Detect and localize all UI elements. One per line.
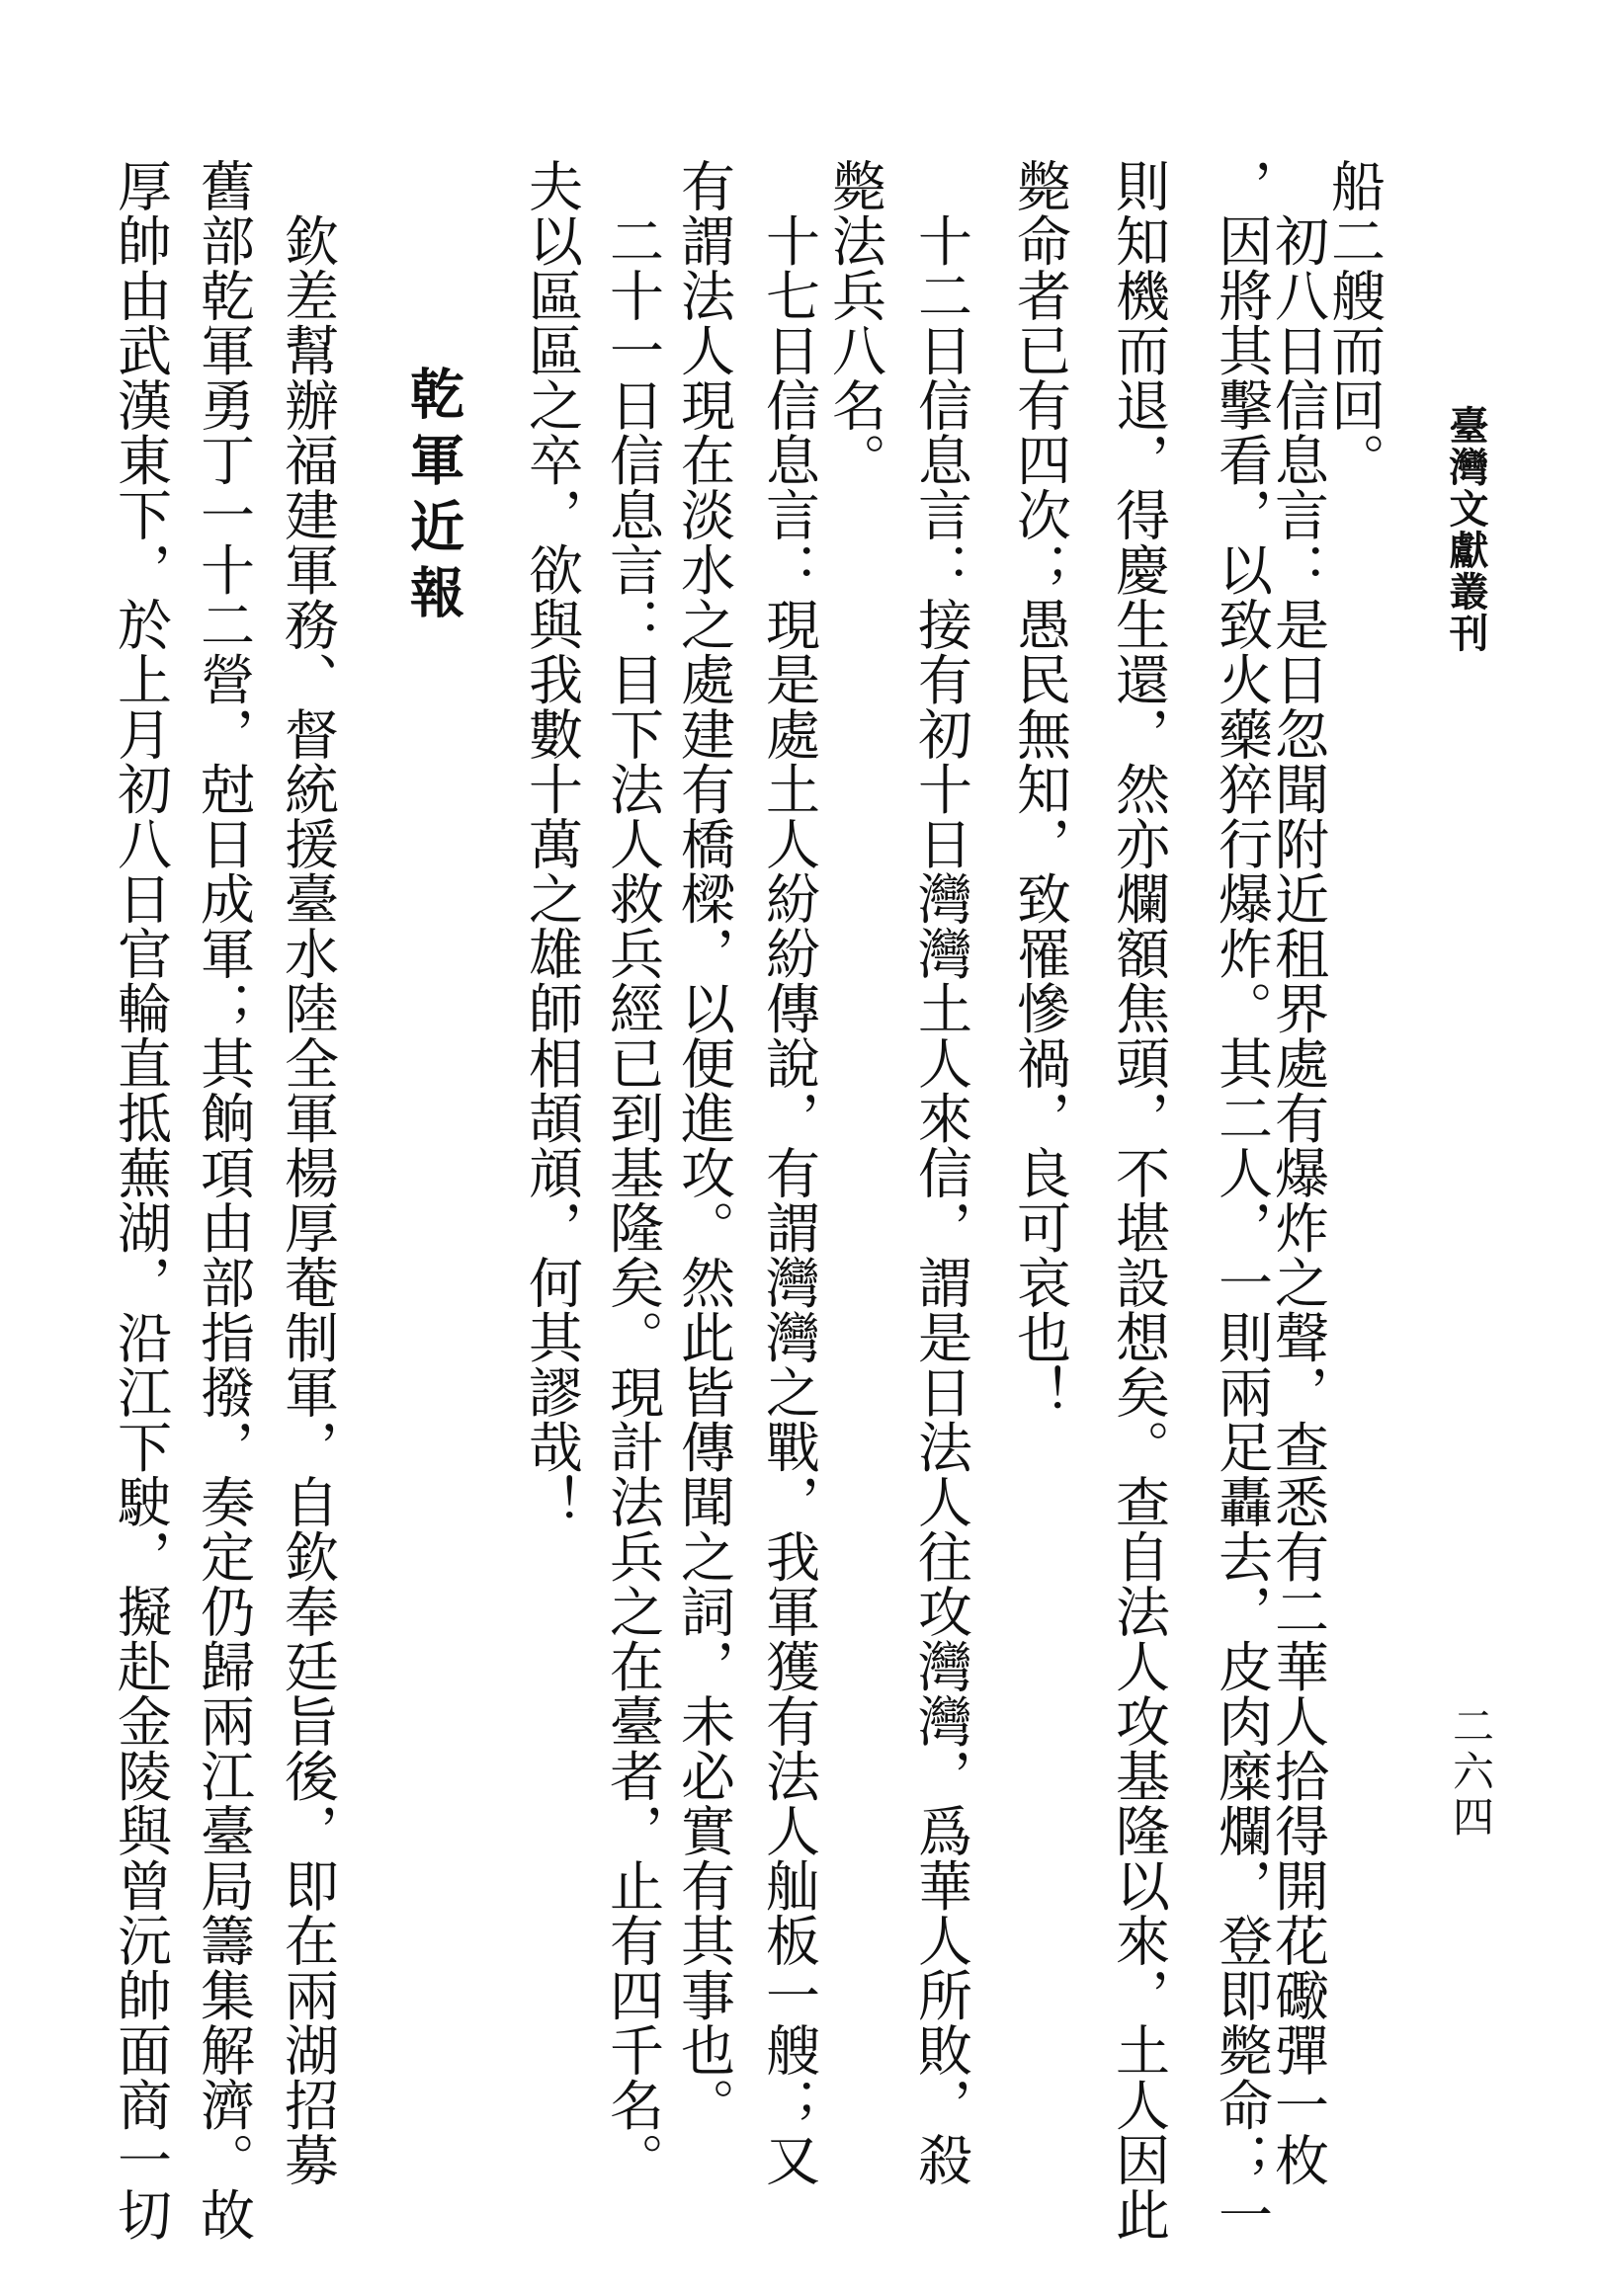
text-column: 初八日信息言：是日忽聞附近租界處有爆炸之聲，查悉有二華人拾得開花礮彈一枚 xyxy=(1266,158,1329,2187)
text-column: 則知機而退，得慶生還，然亦爛額焦頭，不堪設想矣。查自法人攻基隆以來，土人因此 xyxy=(1107,158,1170,2242)
text-column: 斃命者已有四次；愚民無知，致罹慘禍，良可哀也！ xyxy=(1008,158,1071,1420)
text-column: 夫以區區之卒，欲與我數十萬之雄師相頡頏，何其謬哉！ xyxy=(520,158,583,1529)
text-column: ，因將其擊看，以致火藥猝行爆炸。其二人，一則兩足轟去，皮肉糜爛，登即斃命；一 xyxy=(1210,158,1273,2242)
text-column: 二十一日信息言：目下法人救兵經已到基隆矣。現計法兵之在臺者，止有四千名。 xyxy=(601,158,664,2187)
text-column: 有謂法人現在淡水之處建有橋樑，以便進攻。然此皆傳聞之詞，未必實有其事也。 xyxy=(672,158,735,2132)
text-column: 船二艘而回。 xyxy=(1322,158,1386,487)
page-number: 二六四 xyxy=(1447,1704,1495,1841)
text-column: 斃法兵八名。 xyxy=(823,158,886,487)
text-column: 欽差幫辦福建軍務、督統援臺水陸全軍楊厚菴制軍，自欽奉廷旨後，即在兩湖招募 xyxy=(276,158,339,2187)
text-column: 十二日信息言：接有初十日灣灣土人來信，謂是日法人往攻灣灣，爲華人所敗，殺 xyxy=(909,158,972,2187)
text-column: 舊部乾軍勇丁一十二營，尅日成軍；其餉項由部指撥，奏定仍歸兩江臺局籌集解濟。故 xyxy=(192,158,255,2242)
text-column: 十七日信息言：現是處土人紛紛傳說，有謂灣灣之戰，我軍獲有法人舢板一艘；又 xyxy=(757,158,820,2187)
running-head: 臺灣文獻叢刊 xyxy=(1443,405,1489,654)
section-title: 乾軍近報 xyxy=(401,366,465,630)
text-column: 厚帥由武漢東下，於上月初八日官輪直抵蕪湖，沿江下駛，擬赴金陵與曾沅帥面商一切 xyxy=(109,158,172,2242)
